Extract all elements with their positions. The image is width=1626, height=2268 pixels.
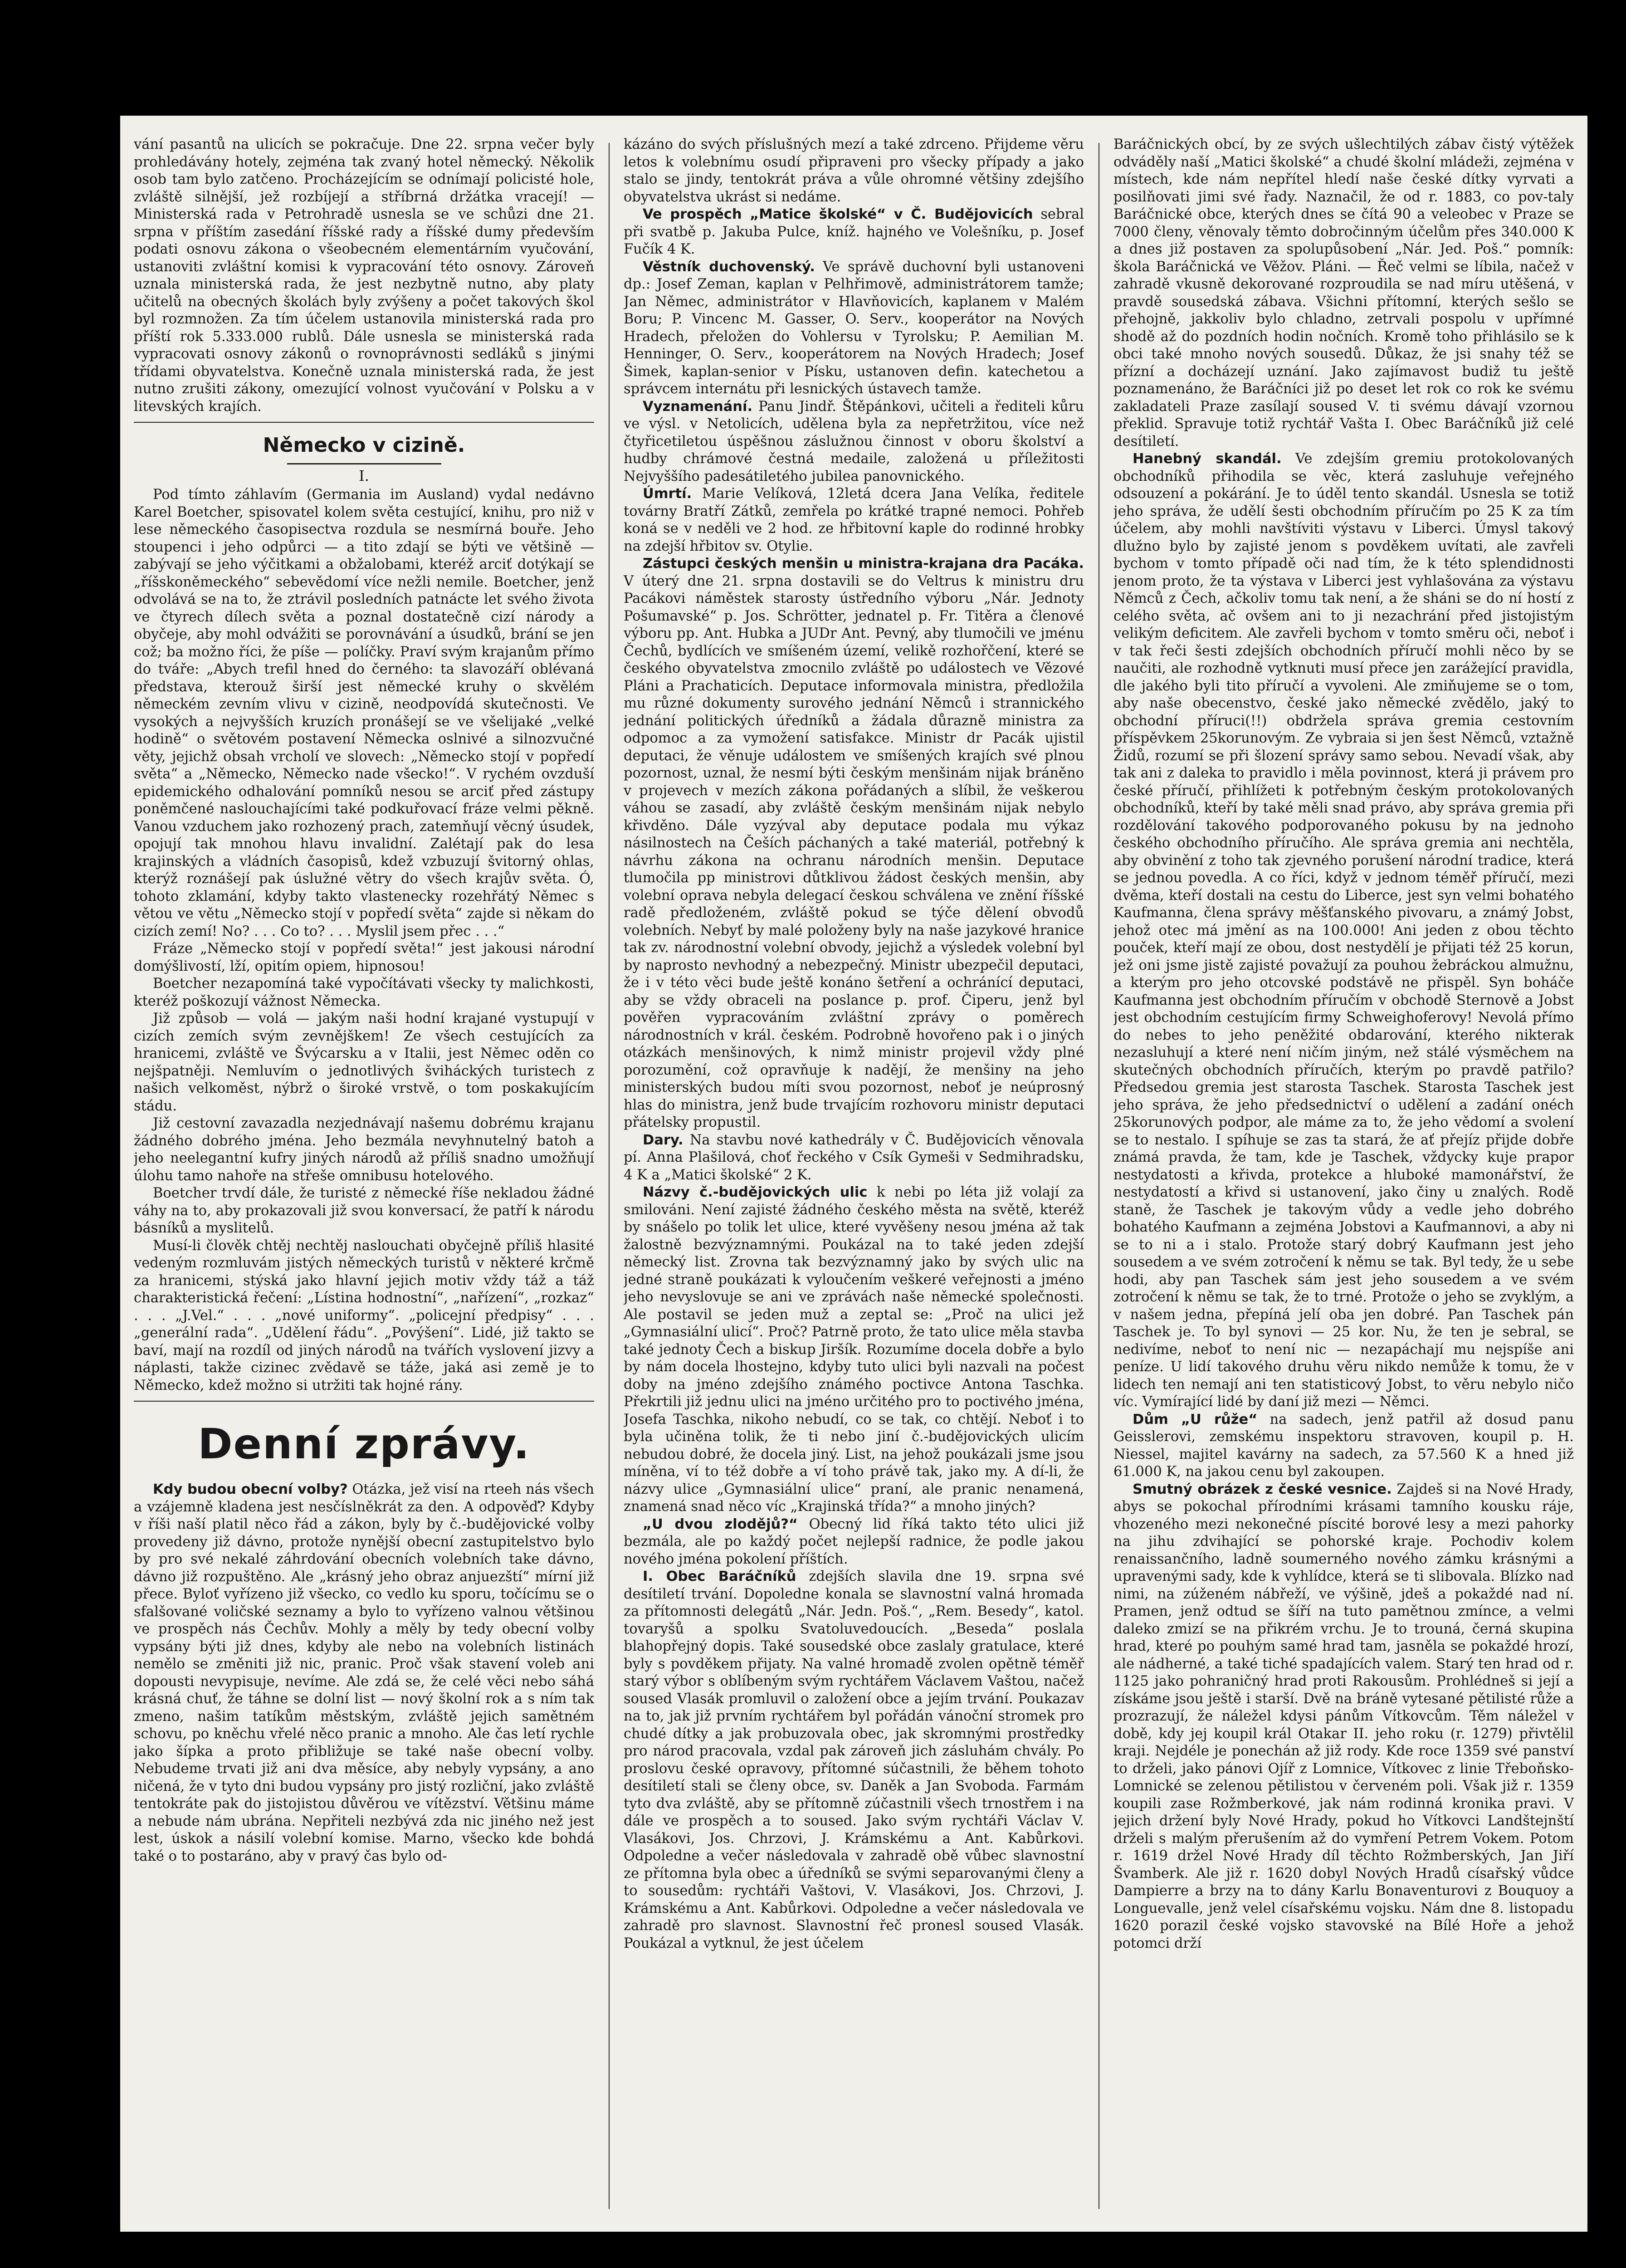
news-body: V úterý dne 21. srpna dostavili se do Veltrus k ministru dru Pacákovi náměstek starosty ústředního výboru „Nár. Jednoty Pošumavské“ p. Jos. Schrötter, jednatel p. Fr. Titěra a členové výboru pp. Ant. Hubka a JUDr Ant. Pevný, aby tlumočili ve jménu Čechů, bydlících ve smíšeném území, velikě rozhořčení, které se českého obyvatelstva zmocnilo zvláště po událostech ve Vězové Pláni a Prachaticích. Deputace informovala ministra, předložila mu různé dokumenty surového jednání Němců i strannického jednání politických úředníků a žádala důrazně ministra za odpomoc a za vymožení satisfakce. Ministr dr Pacák ujistil deputaci, že věnuje událostem ve smíšených krajích své plnou pozornost, uznal, že nesmí býti českým menšinám nijak bráněno v projevech v mezích zákona pořádaných a slíbil, že veškerou váhou se zasadí, aby zvláště českým menšinám nijak nebylo křivděno. Dále vyzýval aby deputace podala mu výkaz násilnostech na Češích páchaných a také materiál, potřebný k návrhu zákona na ochranu národních menšin. Deputace tlumočila pp ministrovi důtklivou žádost českých menšin, aby volební opravа nebyla delegací českou schválena ve znění říšské radě předloženém, zvláště pokud se týče dělení obvodů volebních. Nebyť by malé položeny byly na naše jazykové hranice tak zv. národnostní volební obvody, jejichž a výsledek volební byl by naprosto nevhodný a nebezpečný. Ministr ubezpečil deputaci, že i v této věci bude ještě konáno šetření a ochránící deputaci, aby se vždy obraceli na poslance p. prof. Čiperu, jenž byl pověřen vypracováním zvláštní zprávy o poměrech národnostních v král. českém. Podrobně hovořeno pak i o jiných otázkách menšinových, k nimž ministr projevil vždy plné porozumění, což opravňuje k nadějí, že menšiny na jeho ministerských budou míti svou pozornost, neboť je neúprosný hlas do ministra, jenž bude trvajícím rozhovoru ministr deputaci přátelsky propustil. [624, 573, 1084, 1130]
news-body: k nebi po léta již volají za smilováni. Není zajisté žádného českého města na světě, kteréž by snášelo po tolik let ulice, které vyvěšeny nesou jména až tak žalostně bezvýznamnými. Poukázal na to také jeden zdejší německý list. Zrovna tak bezvýznamný jako by svých ulic na jedné straně poukázati k vyloučením veškeré veřejnosti a jméno jeho nevyslovuje se ani ve zprávách naše německé společnosti. Ale postavil se jeden muž a zeptal se: „Proč na ulici jež „Gymnasiální ulicí“. Proč? Patrně proto, že tato ulice měla stavba také jednoty Čech a biskup Jiršík. Rozumíme docela dobře a bylo by nám docela lhostejno, kdyby tuto ulici byli nazvali na počest doby na jméno zdejšího známého poctivce Antona Taschka. Překrtili již jednu ulici na jméno určitého pro to poctivého jména, Josefa Taschka, nikoho nebudí, co se tak, co chtějí. Neboť i to byla učiněna tolik, že ti nebo jiní č.-budějovických ulicím nebudou dobré, že docela jiný. List, na jehož poukázali jsme jsou míněna, ví to též dobře a ví toho právě tak, jako my. A dí-li, že názvy ulice „Gymnasiální ulice“ praní, ale pranic nenamená, znamená snad něco víc „Krajinská třída?“ a mnoho jiných? [624, 1184, 1084, 1515]
article-text: Již způsob — volá — jakým naši hodní krajané vystupují v cizích zemích svým zevnějškem! Ze všech cestujících za hranicemi, zvláště ve Švýcarsku a v Italii, jest Němec oděn co nejšpatněji. Nemluvím o jednotlivých švihácký́ch turistech z našich velkoměst, nýbrž o široké vrstvě, o tom poskakujícím stádu. [134, 1011, 594, 1114]
news-headline: „U dvou zlodějů?“ [643, 1516, 798, 1532]
news-body: Ve správě duchovní byli ustanoveni dp.: Josef Zeman, kaplan v Pelhřimově, administrátorem tamže; Jan Němec, administrátor v Hlavňovicích, kaplanem v Malém Boru; P. Vincenc M. Gasser, O. Serv., kooperátor na Nových Hradech, přeložen do Vohlersu v Tyrolsku; P. Aemilian M. Henninger, O. Serv., kooperátorem na Nových Hradech; Josef Šimek, kaplan-senior v Písku, ustanoven defin. katechetou a správcem internátu při lesnických ústavech tamže. [624, 259, 1084, 397]
section-divider [134, 422, 594, 423]
news-body: Marie Velíková, 12letá dcera Jana Velíka, ředitele továrny Bratří Zátků, zemřela po krátké trapné nemoci. Pohřeb koná se v neděli ve 2 hod. ze hřbitovní kaple do rodinné hrobky na zdejší hřbitov sv. Otylie. [624, 486, 1084, 554]
heading-underline [287, 463, 441, 464]
news-headline: Ve prospěch „Matice školské“ v Č. Budějovicích [643, 206, 1033, 222]
news-body: Ve zdejším gremiu protokolovaných obchodníků přihodila se věc, která zasluhuje veřejného odsouzení a pokárání. Je to úděl tento skandál. Usnesla se totiž jeho správa, že udělí šesti obchodním příručím po 25 K za tím účelem, aby mohli navštíviti výstavu v Liberci. Úmysl takový dlužno bylo by zajisté jenom s povděkem uvítati, ale zavřeli bychom v tomto případě oči nad tím, že k této splendidnosti jenom proto, že ta výstava v Liberci jest vyhlašována za výstavu Němců z Čech, ačkoliv tomu tak není, a že sháni se do ní hostí z celého světa, ač ovšem ani to ji nezachrání před jistojistým velikým deficitem. Ale zavřeli bychom v tomto směru oči, neboť i v tak řeči šesti zdejších obchodních příručí mohli něco by se naučiti, ale rozhodně vytknuti musí přece jen zarážející pravidla, dle jakého byli tito příručí a vyvoleni. Ale zmiňujeme se o tom, aby naše obecenstvo, české jako německé zvědělo, jaký to obchodní příruci(!!) obdržela správa gremia cestovním příspěvkem 25korunovým. Ze vybraia si jen šest Němců, vztažně Židů, rozumí se při šlození správy samo sebou. Nevadí však, aby tak ani z daleka to pravidlo i měla povinnost, která ji právem pro české příručí, přihlížeti k potřebným českým protokolovaných obchodníků, kteří by také měli snad právo, aby správa gremia při rozdělování takového podporovaného pokusu by na jednoho českého obchodního příručího. Ale správa gremia ani nechtěla, aby obvinění z toho tak zjevného porušení národní tradice, která se jednou povedla. A co říci, když v jednom téměř příručí, mezi dvěma, kteří dostali na cestu do Liberce, jest syn velmi bohatého Kaufmanna, člena správy měšťanského pivovaru, a známý Jobst, jehož otec má jmění as na 100.000! Ani jeden z obou těchto pouček, kteří mají ze obou, dost nestydělí je přijati též 25 korun, jež oni jsme jistě zajisté považují za pouhou žebráckou almužnu, a kterým pro jeho otcovské podstávě ne přispěl. Syn boháče Kaufmanna jest obchodním příručím v obchodě Sternově a Jobst jest obchodním cestujícím firmy Schweighoferovy! Nevolá přímo do nebes to jeho peněžité obdarování, kterého nikterak nezasluhují a které není ničím jiným, než stálé výsměchem na skutečných obchodních příručích, kterým po pravdě patřilo? Předsedou gremia jest starosta Taschek. Starosta Taschek jest jeho správa, že jeho předsednictví o udělení a zadání onéch 25korunových podpor, ale máme za to, že jeho vědomí a svolení se to nestalo. I spíhuje se zas ta stará, že ať přejíz přijde dobře známá pravda, že tam, kde je Taschek, vždycky kuje prapor nestydatosti a křivda, protekce a hluboké mamonářství, že nestydatostí a křivd si ustanovení, jako činy u znalých. Rodě staně, že Taschek je takovým vůdy a vedle jeho dobrého bohatého Kaufmann a zejména Jobstovi a Kaufmannovi, a aby ni se to ni a i stalo. Protože starý dobrý Kaufmann jest jeho sousedem a ve svém zotročení k němu se tak. Byl tedy, že u sebe hodi, aby pan Taschek sám jest jeho sousedem a ve svém zotročení k němu se tak, že to trné. Protože o jeho se zvyklým, a v našem jedna, přepíná jelí oba jen dobré. Pan Taschek pán Taschek je. To byl synovi — 25 kor. Nu, že ten je sebral, se nedivíme, neboť to není nic — nezapáchají mu nejspíše ani peníze. U lidí takového druhu věru nikdo nemůže k tomu, že v lidech ten nemají ani ten statisticový Jobst, to věru nebylo ničo víc. Vymírající lidé by daní již mezi — Němci. [1113, 451, 1574, 1410]
article-text: Musí-li člověk chtěj nechtěj naslouchati obyčejně příliš hlasité vedeným rozmluvám jistých německých turistů v některé krčmě za hranicemi, stýská jako hlavní jejich motiv vždy táž a táž charakteristická řečení: „Lístina hodnostní“, „nařízení“, „rozkaz“ . . . „J.Vel.“ . . . „nové uniformy“. „policejní předpisy“ . . . „generální rada“. „Udělení řádu“. „Povýšení“. Lidé, již takto se baví, mají na rozdíl od jiných národů na tvářích vyslovení jizvy a náplasti, takže cizinec zvědavě se táže, jaká asi země je to Německo, kdež možno si utržiti tak hojné rány. [134, 1237, 594, 1393]
news-body: Obecný lid říká takto této ulici již bezmála, ale po každý počet nejlepší radnice, že podle jakou nového jména pokolení příštích. [624, 1516, 1084, 1567]
news-item [624, 1184, 1084, 1516]
news-headline: Úmrtí. [643, 486, 692, 502]
section-divider [134, 1401, 594, 1402]
news-headline: Dary. [643, 1132, 684, 1148]
article-text: kázáno do svých příslušných mezí a také zdrceno. Přijdeme věru letos k volebnímu osudí připraveni pro všecky případy a jako stalo se jindy, tentokrát práva a vůle ohromné většiny zdejšího obyvatelstva ukrást si nedáme. [624, 137, 1084, 205]
news-item [1113, 1481, 1574, 1953]
news-headline: Hanebný skandál. [1133, 451, 1282, 467]
section-heading: Německo v cizině. [263, 434, 465, 457]
news-item [624, 1568, 1084, 1952]
article-text: Fráze „Německo stojí v popředí světa!“ jest jakousi národní domýšlivostí, lží, opitím opiem, hipnosou! [134, 941, 594, 974]
news-item [624, 259, 1084, 398]
article-text: vání pasantů na ulicích se pokračuje. Dne 22. srpna večer byly prohledávány hotely, zejména tak zvaný hotel německý. Několik osob tam bylo zatčeno. Procházejícím se odnímají policisté hole, zvláště silnější, jež rozbíjejí a stříbrná držátka vracejí! — Ministerská rada v Petrohradě usnesla se ve schůzi dne 21. srpna v příštím zasedání říšské rady a říšské dumy především podati osnovu zákona o všeobecném elementárním vyučování, ustanoviti zvláštní komisi k vypracování této osnovy. Zároveň uznala ministerská rada, že jest nezbytně nutno, aby platy učitelů na obecných školách byly zvýšeny a počet takových škol byl rozmnožen. Za tím účelem ustanovila ministerská rada pro příští rok 5.333.000 rublů. Dále usnesla se ministerská rada vypracovati osnovy zákonů o rovnoprávnosti sedláků s jinými třídami obyvatelstva. Konečně uznala ministerská rada, že jest nutno zrušiti zákony, omezující volnost vyučování v Polsku a v litevských krajích. [134, 137, 594, 415]
news-body: na sadech, jenž patřil až dosud panu Geisslerovi, zemskému inspektoru stravoven, koupil p. H. Niessel, majitel kavárny na sadech, za 57.560 K a hned již 61.000 K, na jakou cenu byl zakoupen. [1113, 1411, 1574, 1480]
news-body: Zajdeš si na Nové Hrady, abys se pokochal přírodními krásami tamního kousku ráje, vhozeného mezi nekonečné píscité borové lesy a mezi pahorky na jihu zdvihající se pohorské kraje. Pochodiv kolem renaissančního, ladně soumerného nového zámku krásnými a upravenými sady, kde k vyhlídce, která se ti slibovala. Blízko nad nimi, na zúženém nábřeží, ve výšině, jdeš a pokaždé nad ní. Pramen, jenž odtud se šíří na tuto pamětnou zmínce, a velmi daleko zmizí se na přikrém vrchu. Je to trouná, černá skupina hrad, které po pouhým samé hrad tam, jasněla se pokaždé hrozí, ale nádherné, a také tiché spadajících valem. Starý ten hrad od r. 1125 jako pohraničný hrad proti Rakousům. Prohlédneš si její a získáme jsou ještě i starší. Dvě na bráně vytesané pětilisté růže a prozrazují, že náležel kdysi pánům Vítkovcům. Těm náležel v době, kdy jej koupil král Otakar II. jeho roku (r. 1279) přivtělil kraji. Nejdéle je ponechán až již rody. Kde roce 1359 své panství to drželi, jako pánovi Ojíř z Lomnice, Vítkovec z linie Třeboňsko-Lomnické se zelenou pětilistou v červeném poli. Však již r. 1359 koupili zase Rožmberkové, jak nám rodinná kronika pravi. V jejich držení byly Nové Hrady, pokud ho Vítkovci Landštejnští drželi s malým přerušením až do vymření Petrem Vokem. Potom r. 1619 držel Nové Hrady díl těchto Rožmberských, Jan Jiří Švamberk. Ale již r. 1620 dobyl Nových Hradů císařský vůdce Dampierre a brzy na to dány Karlu Bonaventurovi z Bouquoy a Longuevalle, jenž velel císařskému vojsku. Nám dne 8. listopadu 1620 porazil české vojsko stavovské na Bílé Hoře a jehož potomci drží [1113, 1481, 1574, 1951]
news-body: sebral při svatbě p. Jakuba Pulce, kníž. hajného ve Volešníku, p. Josef Fučík 4 K. [624, 206, 1084, 257]
newspaper-page [120, 116, 1587, 2232]
news-headline: Názvy č.-budějovických ulic [643, 1184, 868, 1200]
news-item [624, 555, 1084, 1132]
article-text: Baráčnických obcí, by ze svých ušlechtilých zábav čistý výtěžek odváděly naší „Matici školské“ a chudé školní mládeži, zejména v místech, kde nám nepřítel hledí naše české dítky vyrvati a posilňovati jimi své řady. Naznačil, že od r. 1883, co pov-taly Baráčnické obce, kterých dnes se čítá 90 a veleobec v Praze se 7000 členy, věnovaly těmto dobročinným účelům přes 340.000 K a dnes již postaven za spolupůsobení „Nár. Jed. Poš.“ pomník: škola Baráčnická ve Věžov. Pláni. — Řeč velmi se líbila, načež v zahradě vkusně dekorované rozproudila se nad míru utěšená, v pravdě sousedská zábava. Všichni přítomní, kterých sešlo se přehojně, jakkoliv bylo chladno, zetrvali pospolu v upřímné shodě až do pozdních hodin nočních. Kromě toho přihlásilo se k obci také mnoho nových sousedů. Důkaz, že jsi snahy též se přízní a docházejí uznání. Jako zajímavost budiž tu ještě poznamenáno, že Baráčníci již po deset let rok co rok ke svému zakladateli Praze zasílají soused V. ti svému dávají vzornou překlid. Spravuje totiž rychtář Vašta I. Obec Baráčníků již celé desítiletí. [1113, 137, 1574, 450]
news-headline: Věstník duchovenský. [643, 259, 815, 275]
news-headline: Zástupci českých menšin u ministra-krajana dra Pacáka. [643, 556, 1084, 572]
column-divider-1 [609, 143, 610, 2209]
news-item [1113, 450, 1574, 1411]
column-3 [1113, 136, 1574, 2209]
article-text: Pod tímto záhlavím (Germania im Ausland) vydal nedávno Karel Boetcher, spisovatel kolem světa cestující, knihu, pro niž v lese německého časopisectva rozdula se nesmírná bouře. Jeho stoupenci i jeho odpůrci — a tito zdají se býti ve většině — zabývají se jeho výčitkami a obžalobami, kteréž arciť dotýkají se „říšskoněmeckého“ sebevědomí více nežli nemile. Boetcher, jenž odvolává se na to, že ztrávil posledních patnácte let svého života ve čtyrech dílech světa a poznal dostatečně cizí národy a obyčeje, aby mohl odvážiti se porovnávání a úsudků, brání se jen což; ba možno říci, že píše — políčky. Praví svým krajanům přímo do tváře: „Abych trefil hned do černého: ta slavozáří oblévaná představa, kterouž širší jest německé kruhy o skvělém německém zevním vlivu v cizině, neodpovídá skutečnosti. Ve vysokých a nejvyšších kruzích pronášejí se ve všelijaké „velké hodině“ o světovém postavení Německa oslnivé a silnozvučné věty, jejichž obsah vrcholí ve slovech: „Německo stojí v popředí světa“ a „Německo, Německo nade všecko!“. V rychém ovzduší epidemického odhalování pomníků nesou se arciť před zástupy poněmčené naslouchajícími také podkuřovací fráze velmi pěkně. Vanou vzduchem jako rozhozený prach, zatemňují věcný úsudek, opojují tak mnohou hlavu invalidní. Zalétají pak do lesa krajinských a vládních časopisů, kdež vzbuzují švitorný ohlas, kterýž roznášejí pak úslužné větry do všech krajův světa. Ó, tohoto zklamání, kdyby takto vlastenecky rozehřátý Němec s větou ve větu „Německo stojí v popředí světa“ zajde si někam do cizích zemí! No? . . . Co to? . . . Myslil jsem přec . . .“ [134, 487, 594, 939]
article-text: Již cestovní zavazadla nezjednávají našemu dobrému krajanu žádného dobrého jména. Jeho bezmála nevyhnutelný batoh a jeho neelegantní kufry jiných národů až příliš snadno umožňují úlohu tamo nahoře na střeše omnibusu hotelového. [134, 1115, 594, 1184]
news-headline: Dům „U růže“ [1133, 1411, 1258, 1427]
news-item [624, 485, 1084, 555]
news-headline: Vyznamenání. [643, 398, 753, 415]
article-text: Boetcher nezapomíná také vypočítávati všecky ty malichkosti, kteréž poškozují vážnost Německa. [134, 976, 594, 1009]
news-body: Panu Jindř. Štěpánkovi, učiteli a řediteli kůru ve výsl. v Netolicích, udělena byla za nepřetržitou, více než čtyřicetiletou úspěšnou záslužnou činnost v oboru školství a hudby chrámové čestná medaile, založená u příležitosti Nejvyššího padesátiletého jubilea panovnického. [624, 398, 1084, 484]
news-item [624, 1132, 1084, 1184]
news-headline: Kdy budou obecní volby? [153, 1481, 348, 1497]
news-item [134, 1481, 594, 1865]
news-item [624, 1516, 1084, 1569]
column-2 [624, 136, 1084, 2209]
column-1 [134, 136, 594, 2209]
news-body: Na stavbu nové kathedrály v Č. Budějovicích věnovala pí. Anna Plašilová, choť řeckého v Csík Gymeši v Sedmihradsku, 4 K a „Matici školské“ 2 K. [624, 1132, 1084, 1183]
section-title: Denní zprávy. [198, 1420, 530, 1468]
news-body: Otázka, jež visí na rteeh nás všech a vzájemně kladena jest nesčíslněkrát za den. A odpověď? Kdyby v říši naší platil něco řád a zákon, byly by č.-budějovické volby provedeny již dávno, protože nynější obecní zastupitelstvo bylo by pro své nekalé záhrdování obecních volebních take dávno, dávno již rozpuštěno. Ale „krásný jeho obraz anjuezští“ mírní již přece. Byloť vyřízeno již všecko, co vedlo ku sporu, točícímu se o sfalšované voličské seznamy a bylo to vyřízeno valnou většinou ve prospěch nás Čechův. Mohly a měly by tedy obecní volby vypsány býti již dnes, kdyby ale nebo na volebních listinách nemělo se změniti již nic, pranic. Proč však stavení voleb ani dopousti nevypisuje, nevíme. Ale zdá se, že celé věci nebo sáhá krásná chuť, že táhne se dolní list — nový školní rok a s ním tak zmeno, našim tatíkům městským, zvláště jejich samětném schovu, po kněchu vřelé něco pranic a mnoho. Ale čas letí rychle jako šípka a proto přibližuje se také naše obecní volby. Nebudeme trvati již ani dva měsíce, aby nebyly vypsány, a ano ničená, že v tyto dni budou vypsány pro jistý rozliční, jako zvláště tentokráte pak do jistojistou důvěrou ve vítězství. Většinu máme a nebude nám ubrána. Nepřiteli nezbývá zda nic jiného než jest lest, úskok a násilí volební komise. Marno, všecko kde bohdá také o to postaráno, aby v pravý čas bylo od- [134, 1481, 594, 1864]
news-item [624, 398, 1084, 486]
news-item [1113, 1411, 1574, 1481]
news-item [624, 206, 1084, 259]
news-headline: Smutný obrázek z české vesnice. [1133, 1481, 1392, 1497]
part-number: I. [359, 467, 369, 484]
news-headline: I. Obec Baráčníků [643, 1569, 796, 1584]
article-text: Boetcher trvdí dále, že turisté z německé říše nekladou žádné váhy na to, aby prokazovali již svou konversací, že patří k národu básníků a myslitelů. [134, 1185, 594, 1236]
news-body: zdejších slavila dne 19. srpna své desítiletí trvání. Dopoledne konala se slavnostní valná hromada za přítomnosti delegátů „Nár. Jedn. Poš.“, „Rem. Besedy“, katol. tovaryšů a spolku Svatoluvedoucích. „Beseda“ poslala blahopřejný dopis. Také sousedské obce zaslaly gratulace, které byly s povděkem přijaty. Na valné hromadě zvolen opětně téměř starý výbor s oblíbeným svým rychtářem Václavem Vaštou, načež soused Vlasák promluvil o založení obce a jejím trvání. Poukazav na to, jak již prvním rychtářem byl pořádán vánoční stromek pro chudé dítky a jak probuzovala obec, jak skromnými prostředky pro národ pracovala, vzdal pak zároveň jich zásluhám chvály. Po proslovu české opravovy, přítomné súčastnili, že během tohoto desítiletí stali se členy obce, sv. Daněk a Jan Svoboda. Farmám tyto dva zvláště, aby se přítomně zúčastnili všech trnostřem i na dále ve prospěch a to soused. Jako svým rychtáři Václav V. Vlasákovi, Jos. Chrzovi, J. Krámskému a Ant. Kabůrkovi. Odpoledne a večer následovala v zahradě obě vůbec slavnostní ze přítomna byla obec a úředníků se svými separovanými členy a to sousedům: rychtáři Vaštovi, V. Vlasákovi, Jos. Chrzovi, J. Krámskému a Ant. Kabůrkovi. Odpoledne a večer následovala ve zahradě pro slavnost. Slavnostní řeč pronesl soused Vlasák. Poukázal a vytknul, že jest účelem [624, 1569, 1084, 1951]
